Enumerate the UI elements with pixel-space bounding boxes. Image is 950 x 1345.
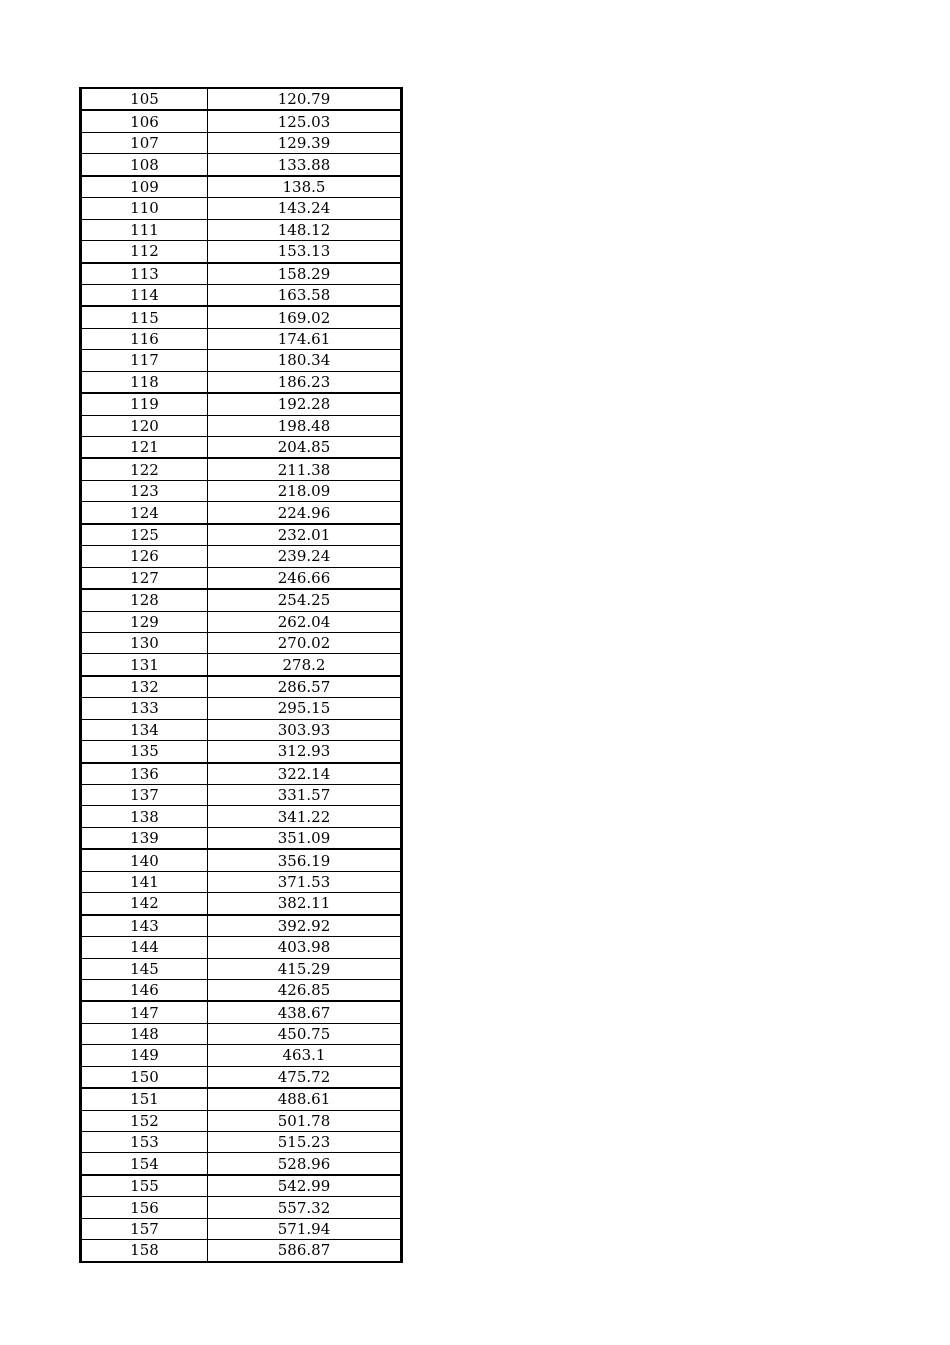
table-row xyxy=(81,502,402,524)
table-row xyxy=(81,198,402,219)
row-number-cell: 154 xyxy=(81,1153,208,1175)
row-number-cell: 124 xyxy=(81,502,208,524)
row-number-cell: 149 xyxy=(81,1045,208,1066)
row-value-cell: 303.93 xyxy=(208,719,402,740)
table-row xyxy=(81,1240,402,1262)
row-number-cell: 128 xyxy=(81,589,208,611)
row-number-cell: 136 xyxy=(81,763,208,785)
table-row xyxy=(81,915,402,937)
row-number-cell: 117 xyxy=(81,350,208,371)
table-row xyxy=(81,1218,402,1239)
table-row xyxy=(81,806,402,827)
row-value-cell: 415.29 xyxy=(208,958,402,979)
row-value-cell: 174.61 xyxy=(208,328,402,349)
row-number-cell: 123 xyxy=(81,480,208,501)
row-number-cell: 110 xyxy=(81,198,208,219)
table-row xyxy=(81,306,402,328)
row-number-cell: 113 xyxy=(81,263,208,285)
table-row xyxy=(81,849,402,871)
row-value-cell: 239.24 xyxy=(208,546,402,567)
row-number-cell: 114 xyxy=(81,284,208,306)
row-value-cell: 232.01 xyxy=(208,524,402,546)
table-row xyxy=(81,958,402,979)
row-value-cell: 218.09 xyxy=(208,480,402,501)
table-row xyxy=(81,589,402,611)
row-value-cell: 475.72 xyxy=(208,1066,402,1088)
table-row xyxy=(81,263,402,285)
table-row xyxy=(81,1110,402,1131)
table-row xyxy=(81,1197,402,1218)
table-row xyxy=(81,871,402,892)
row-number-cell: 157 xyxy=(81,1218,208,1239)
row-value-cell: 331.57 xyxy=(208,785,402,806)
row-number-cell: 150 xyxy=(81,1066,208,1088)
table-row xyxy=(81,567,402,589)
row-value-cell: 450.75 xyxy=(208,1023,402,1044)
row-value-cell: 322.14 xyxy=(208,763,402,785)
row-value-cell: 382.11 xyxy=(208,893,402,915)
row-value-cell: 488.61 xyxy=(208,1088,402,1110)
table-row xyxy=(81,154,402,176)
table-row xyxy=(81,176,402,198)
table-row xyxy=(81,893,402,915)
row-number-cell: 116 xyxy=(81,328,208,349)
row-value-cell: 371.53 xyxy=(208,871,402,892)
table-row xyxy=(81,219,402,240)
row-value-cell: 586.87 xyxy=(208,1240,402,1262)
table-row xyxy=(81,1153,402,1175)
row-value-cell: 295.15 xyxy=(208,698,402,719)
row-number-cell: 141 xyxy=(81,871,208,892)
table-row xyxy=(81,937,402,958)
table-row xyxy=(81,785,402,806)
row-number-cell: 125 xyxy=(81,524,208,546)
row-number-cell: 115 xyxy=(81,306,208,328)
table-row xyxy=(81,350,402,371)
row-value-cell: 262.04 xyxy=(208,611,402,632)
row-number-cell: 119 xyxy=(81,393,208,415)
row-value-cell: 143.24 xyxy=(208,198,402,219)
row-number-cell: 137 xyxy=(81,785,208,806)
row-value-cell: 351.09 xyxy=(208,827,402,849)
table-row xyxy=(81,328,402,349)
table-row xyxy=(81,654,402,676)
row-value-cell: 270.02 xyxy=(208,632,402,653)
table-row xyxy=(81,524,402,546)
table-row xyxy=(81,1045,402,1066)
table-row xyxy=(81,1088,402,1110)
row-value-cell: 528.96 xyxy=(208,1153,402,1175)
row-number-cell: 118 xyxy=(81,371,208,393)
row-number-cell: 142 xyxy=(81,893,208,915)
row-value-cell: 169.02 xyxy=(208,306,402,328)
row-number-cell: 143 xyxy=(81,915,208,937)
row-number-cell: 139 xyxy=(81,827,208,849)
row-value-cell: 192.28 xyxy=(208,393,402,415)
row-number-cell: 107 xyxy=(81,132,208,153)
row-value-cell: 158.29 xyxy=(208,263,402,285)
row-value-cell: 120.79 xyxy=(208,88,402,110)
row-number-cell: 145 xyxy=(81,958,208,979)
table-row xyxy=(81,371,402,393)
row-value-cell: 133.88 xyxy=(208,154,402,176)
table-row xyxy=(81,1001,402,1023)
row-value-cell: 278.2 xyxy=(208,654,402,676)
table-row xyxy=(81,458,402,480)
row-value-cell: 204.85 xyxy=(208,437,402,459)
row-value-cell: 341.22 xyxy=(208,806,402,827)
row-value-cell: 438.67 xyxy=(208,1001,402,1023)
row-number-cell: 111 xyxy=(81,219,208,240)
row-number-cell: 112 xyxy=(81,241,208,263)
table-row xyxy=(81,415,402,436)
row-value-cell: 138.5 xyxy=(208,176,402,198)
row-number-cell: 138 xyxy=(81,806,208,827)
table-row xyxy=(81,676,402,698)
row-value-cell: 186.23 xyxy=(208,371,402,393)
row-value-cell: 163.58 xyxy=(208,284,402,306)
row-number-cell: 134 xyxy=(81,719,208,740)
table-row xyxy=(81,979,402,1001)
table-row xyxy=(81,827,402,849)
row-number-cell: 152 xyxy=(81,1110,208,1131)
table-row xyxy=(81,393,402,415)
row-number-cell: 105 xyxy=(81,88,208,110)
table-row xyxy=(81,1023,402,1044)
data-table xyxy=(79,87,403,1263)
row-number-cell: 140 xyxy=(81,849,208,871)
table-row xyxy=(81,611,402,632)
table-row xyxy=(81,1175,402,1197)
row-value-cell: 180.34 xyxy=(208,350,402,371)
table-row xyxy=(81,241,402,263)
row-value-cell: 211.38 xyxy=(208,458,402,480)
row-number-cell: 158 xyxy=(81,1240,208,1262)
row-number-cell: 129 xyxy=(81,611,208,632)
row-number-cell: 155 xyxy=(81,1175,208,1197)
table-row xyxy=(81,546,402,567)
row-number-cell: 121 xyxy=(81,437,208,459)
row-number-cell: 122 xyxy=(81,458,208,480)
table-row xyxy=(81,1066,402,1088)
row-number-cell: 132 xyxy=(81,676,208,698)
row-value-cell: 515.23 xyxy=(208,1132,402,1153)
row-number-cell: 130 xyxy=(81,632,208,653)
row-number-cell: 153 xyxy=(81,1132,208,1153)
row-value-cell: 501.78 xyxy=(208,1110,402,1131)
row-number-cell: 127 xyxy=(81,567,208,589)
table-row xyxy=(81,88,402,110)
row-value-cell: 557.32 xyxy=(208,1197,402,1218)
row-number-cell: 106 xyxy=(81,110,208,132)
row-value-cell: 254.25 xyxy=(208,589,402,611)
row-value-cell: 403.98 xyxy=(208,937,402,958)
row-value-cell: 463.1 xyxy=(208,1045,402,1066)
row-value-cell: 125.03 xyxy=(208,110,402,132)
row-value-cell: 542.99 xyxy=(208,1175,402,1197)
table-row xyxy=(81,437,402,459)
row-value-cell: 356.19 xyxy=(208,849,402,871)
row-number-cell: 146 xyxy=(81,979,208,1001)
row-value-cell: 148.12 xyxy=(208,219,402,240)
table-row xyxy=(81,1132,402,1153)
table-row xyxy=(81,632,402,653)
table-row xyxy=(81,741,402,763)
table-row xyxy=(81,480,402,501)
table-row xyxy=(81,719,402,740)
row-value-cell: 246.66 xyxy=(208,567,402,589)
row-number-cell: 109 xyxy=(81,176,208,198)
table-row xyxy=(81,284,402,306)
row-number-cell: 126 xyxy=(81,546,208,567)
row-number-cell: 156 xyxy=(81,1197,208,1218)
row-number-cell: 135 xyxy=(81,741,208,763)
row-number-cell: 147 xyxy=(81,1001,208,1023)
table-row xyxy=(81,132,402,153)
row-number-cell: 133 xyxy=(81,698,208,719)
row-value-cell: 153.13 xyxy=(208,241,402,263)
row-number-cell: 108 xyxy=(81,154,208,176)
row-value-cell: 426.85 xyxy=(208,979,402,1001)
row-value-cell: 198.48 xyxy=(208,415,402,436)
table-body xyxy=(81,88,402,1262)
row-number-cell: 120 xyxy=(81,415,208,436)
row-value-cell: 312.93 xyxy=(208,741,402,763)
row-value-cell: 392.92 xyxy=(208,915,402,937)
row-number-cell: 131 xyxy=(81,654,208,676)
row-number-cell: 151 xyxy=(81,1088,208,1110)
table-row xyxy=(81,698,402,719)
row-number-cell: 144 xyxy=(81,937,208,958)
table-row xyxy=(81,110,402,132)
row-value-cell: 224.96 xyxy=(208,502,402,524)
table-row xyxy=(81,763,402,785)
row-number-cell: 148 xyxy=(81,1023,208,1044)
row-value-cell: 286.57 xyxy=(208,676,402,698)
row-value-cell: 571.94 xyxy=(208,1218,402,1239)
row-value-cell: 129.39 xyxy=(208,132,402,153)
